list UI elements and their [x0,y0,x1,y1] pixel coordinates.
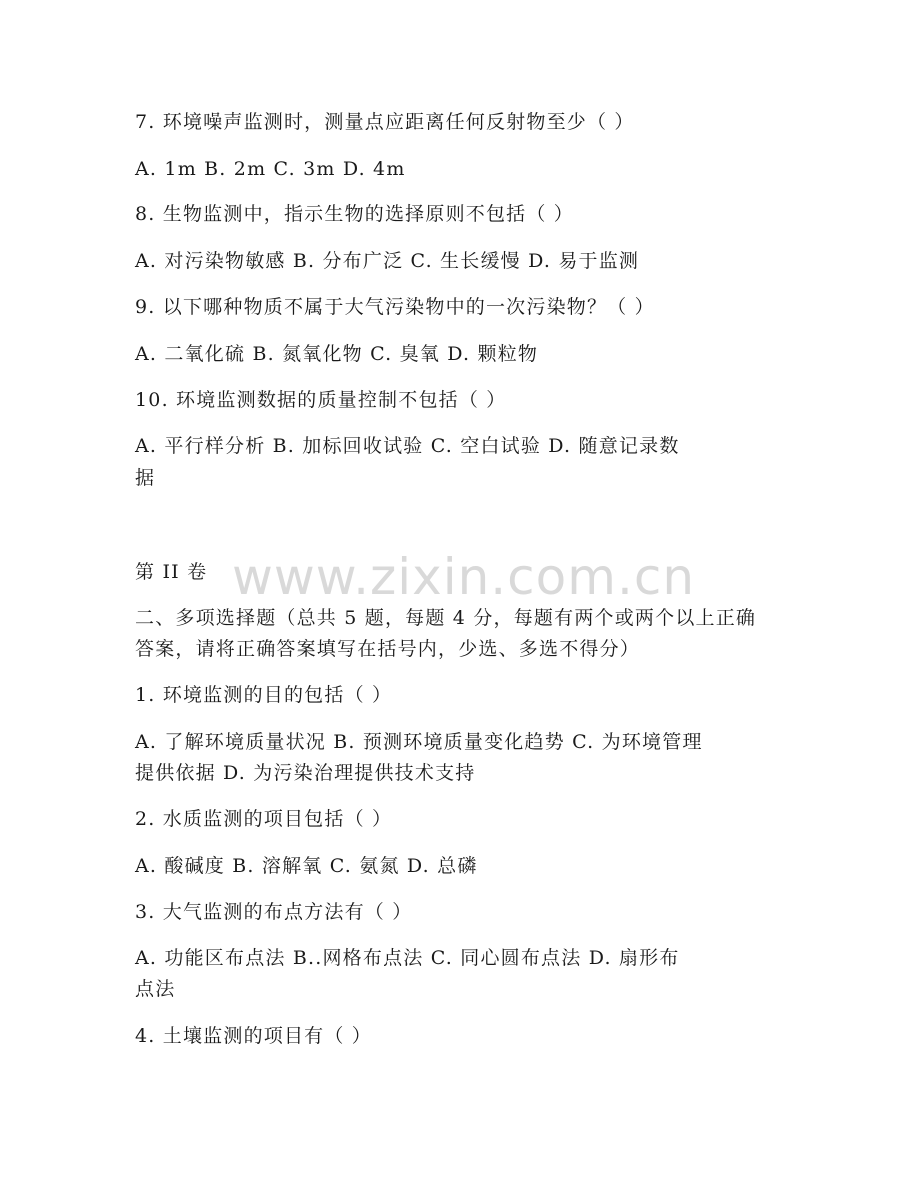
mc-question-3-options-line1: A. 功能区布点法 B..网格布点法 C. 同心圆布点法 D. 扇形布 [135,947,680,969]
mc-question-4: 4. 土壤监测的项目有（ ） [135,1025,373,1047]
mc-question-3: 3. 大气监测的布点方法有（ ） [135,901,413,923]
question-8-options: A. 对污染物敏感 B. 分布广泛 C. 生长缓慢 D. 易于监测 [135,250,640,272]
section-title-line1: 二、多项选择题（总共 5 题，每题 4 分，每题有两个或两个以上正确 [135,607,757,629]
question-10: 10. 环境监测数据的质量控制不包括（ ） [135,389,507,411]
mc-question-2-options: A. 酸碱度 B. 溶解氧 C. 氨氮 D. 总磷 [135,855,478,877]
question-7-options: A. 1m B. 2m C. 3m D. 4m [135,158,406,180]
mc-question-1-options-line1: A. 了解环境质量状况 B. 预测环境质量变化趋势 C. 为环境管理 [135,731,703,753]
section-title-line2: 答案，请将正确答案填写在括号内，少选、多选不得分） [135,638,641,660]
mc-question-2: 2. 水质监测的项目包括（ ） [135,808,393,830]
mc-question-1: 1. 环境监测的目的包括（ ） [135,684,393,706]
question-7: 7. 环境噪声监测时，测量点应距离任何反射物至少（ ） [135,111,635,133]
mc-question-1-options-line2: 提供依据 D. 为污染治理提供技术支持 [135,762,476,784]
volume-title: 第 II 卷 [135,561,208,583]
question-9: 9. 以下哪种物质不属于大气污染物中的一次污染物？（ ） [135,296,655,318]
mc-question-3-options-line2: 点法 [135,978,176,1000]
question-10-options-line2: 据 [135,467,156,489]
question-8: 8. 生物监测中，指示生物的选择原则不包括（ ） [135,203,575,225]
question-9-options: A. 二氧化硫 B. 氮氧化物 C. 臭氧 D. 颗粒物 [135,343,539,365]
question-10-options-line1: A. 平行样分析 B. 加标回收试验 C. 空白试验 D. 随意记录数 [135,435,680,457]
watermark: www.zixin.com.cn [232,548,696,606]
